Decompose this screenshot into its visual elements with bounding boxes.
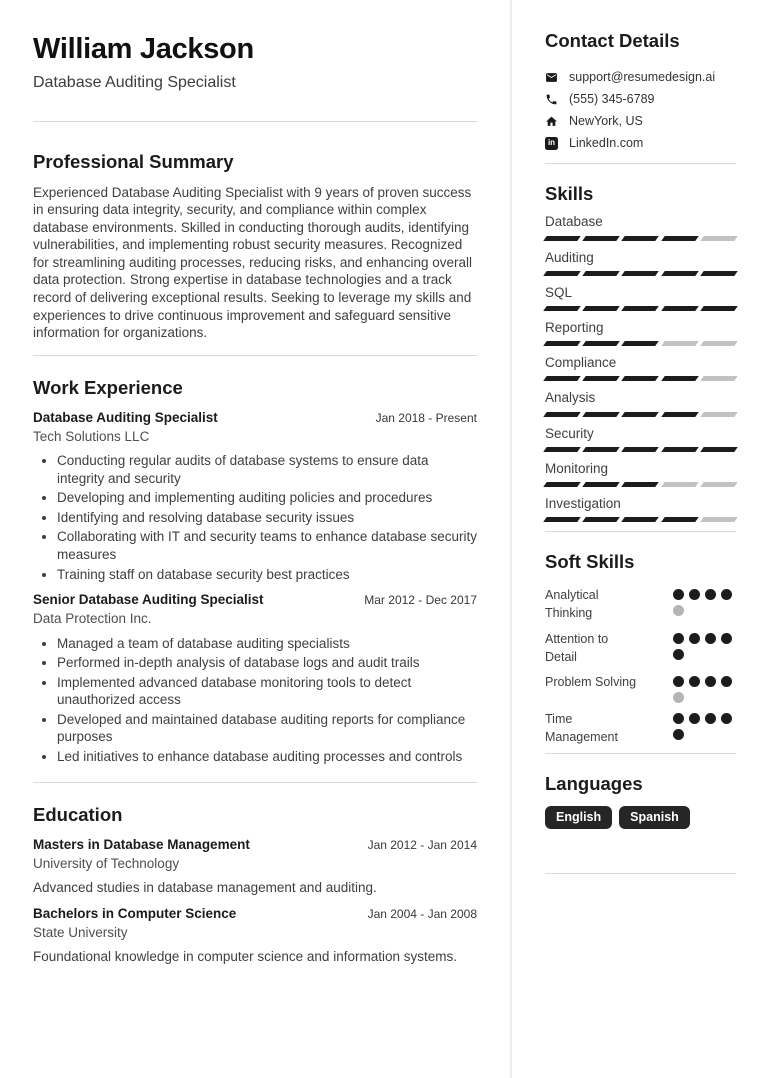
rating-dot (721, 676, 732, 687)
education-dates: Jan 2004 - Jan 2008 (367, 906, 477, 921)
section-heading-work-experience: Work Experience (33, 376, 183, 398)
contact-item[interactable] (545, 132, 736, 154)
soft-skill-item (545, 673, 736, 703)
skill-bar-segment (700, 341, 738, 346)
skill-item (545, 390, 736, 416)
divider (545, 873, 736, 874)
education-degree: Bachelors in Computer Science (33, 905, 237, 921)
skill-bar-segment (622, 376, 660, 381)
skill-bar-segment (700, 236, 738, 241)
sidebar-column (512, 0, 768, 1078)
rating-dot (673, 676, 684, 687)
rating-dot (673, 729, 684, 740)
language-badge: Spanish (619, 806, 690, 829)
job-header (33, 409, 477, 427)
soft-skill-name: Problem Solving (545, 674, 637, 689)
skill-level-bar (545, 271, 736, 276)
skill-bar-segment (700, 482, 738, 487)
skill-level-bar (545, 236, 736, 241)
skill-bar-segment (582, 341, 620, 346)
soft-skill-rating (673, 630, 736, 666)
job-company: Tech Solutions LLC (33, 429, 150, 445)
soft-skill-rating (673, 673, 736, 703)
job-dates: Mar 2012 - Dec 2017 (364, 593, 477, 608)
rating-dot (705, 713, 716, 724)
skill-bar-segment (700, 306, 738, 311)
skill-bar-segment (543, 341, 581, 346)
skill-bar-segment (582, 271, 620, 276)
rating-dot (673, 605, 684, 616)
home-icon (545, 115, 558, 128)
rating-dot (689, 713, 700, 724)
skill-bar-segment (582, 482, 620, 487)
skill-item (545, 496, 736, 522)
professional-summary-text: Experienced Database Auditing Specialist with 9 years of proven success in ensuring data integrity, security, and compliance within complex database environments. Skilled in conducting thorough audits, identifying vulnerabilities, and implementing robust security measures. Recognized for streamlining auditing processes, reducing risks, and enhancing overall data protection. Strong expertise in database technologies and a track record of delivering exceptional results. Seeking to leverage my skills and experiences to drive continuous improvement and safeguard sensitive information for organizations. (33, 184, 472, 341)
skill-name: Investigation (545, 495, 621, 511)
skill-item (545, 250, 736, 276)
skill-item (545, 214, 736, 240)
skill-bar-segment (661, 517, 699, 522)
skill-level-bar (545, 341, 736, 346)
job-company: Data Protection Inc. (33, 611, 152, 627)
skill-name: Monitoring (545, 460, 609, 476)
skill-name: Database (545, 214, 603, 230)
rating-dot (705, 633, 716, 644)
skill-level-bar (545, 376, 736, 381)
skill-list (545, 214, 736, 522)
divider (545, 163, 736, 164)
contact-text: support@resumedesign.ai (569, 70, 716, 85)
job-bullet: • Developing and implementing auditing policies and procedures (57, 489, 477, 507)
skill-item (545, 355, 736, 381)
rating-dot (689, 676, 700, 687)
skill-bar-segment (700, 447, 738, 452)
skill-name: SQL (545, 284, 573, 300)
job-entry (33, 591, 477, 765)
education-school: State University (33, 924, 128, 940)
divider (545, 531, 736, 532)
rating-dot (673, 649, 684, 660)
rating-dot (673, 633, 684, 644)
skill-bar-segment (622, 271, 660, 276)
divider (33, 121, 477, 122)
skill-bar-segment (661, 482, 699, 487)
language-badge: English (545, 806, 612, 829)
education-entry (33, 836, 477, 897)
skill-bar-segment (622, 236, 660, 241)
section-heading-skills: Skills (545, 183, 594, 205)
rating-dot (673, 692, 684, 703)
skill-bar-segment (622, 341, 660, 346)
job-bullet: • Collaborating with IT and security teams to enhance database security measures (57, 528, 477, 563)
section-heading-languages: Languages (545, 773, 643, 794)
skill-name: Analysis (545, 390, 596, 406)
skill-name: Auditing (545, 249, 594, 265)
skill-bar-segment (661, 271, 699, 276)
skill-bar-segment (543, 412, 581, 417)
contact-item[interactable] (545, 88, 736, 110)
skill-item (545, 426, 736, 452)
email-icon (545, 71, 558, 84)
skill-bar-segment (543, 517, 581, 522)
skill-bar-segment (661, 236, 699, 241)
education-description: Foundational knowledge in computer science and information systems. (33, 948, 457, 964)
rating-dot (705, 676, 716, 687)
job-bullets (33, 452, 477, 583)
skill-bar-segment (700, 271, 738, 276)
soft-skill-name: Attention to Detail (545, 631, 609, 664)
skill-name: Reporting (545, 319, 604, 335)
job-bullet: • Managed a team of database auditing specialists (57, 635, 477, 653)
contact-item[interactable] (545, 66, 736, 88)
job-header (33, 591, 477, 609)
contact-text: (555) 345-6789 (569, 92, 655, 107)
linkedin-icon: in (545, 137, 558, 150)
language-badges (545, 806, 736, 829)
job-bullets (33, 635, 477, 766)
skill-bar-segment (582, 236, 620, 241)
divider (33, 355, 477, 356)
skill-bar-segment (582, 412, 620, 417)
rating-dot (673, 713, 684, 724)
skill-bar-segment (700, 376, 738, 381)
skill-bar-segment (661, 341, 699, 346)
job-bullet: • Developed and maintained database auditing reports for compliance purposes (57, 711, 477, 746)
skill-bar-segment (622, 482, 660, 487)
soft-skill-item (545, 710, 736, 746)
section-heading-education: Education (33, 804, 123, 826)
soft-skill-item (545, 630, 736, 666)
skill-bar-segment (543, 271, 581, 276)
skill-level-bar (545, 482, 736, 487)
skill-bar-segment (622, 447, 660, 452)
job-entry (33, 409, 477, 583)
job-bullet: • Led initiatives to enhance database auditing processes and controls (57, 748, 477, 766)
skill-bar-segment (543, 376, 581, 381)
job-bullet: • Identifying and resolving database security issues (57, 509, 477, 527)
skill-bar-segment (661, 306, 699, 311)
education-list (33, 836, 477, 966)
job-title: Database Auditing Specialist (33, 409, 218, 425)
skill-bar-segment (661, 412, 699, 417)
skill-level-bar (545, 412, 736, 417)
job-list (33, 409, 477, 766)
skill-level-bar (545, 447, 736, 452)
education-header (33, 905, 477, 923)
phone-icon (545, 93, 558, 106)
job-bullet: • Implemented advanced database monitoring tools to detect unauthorized access (57, 674, 477, 709)
rating-dot (689, 589, 700, 600)
rating-dot (689, 633, 700, 644)
person-name: William Jackson (33, 33, 254, 65)
rating-dot (721, 589, 732, 600)
skill-item (545, 320, 736, 346)
soft-skill-rating (673, 586, 736, 622)
soft-skill-list (545, 586, 736, 746)
divider (33, 782, 477, 783)
contact-text: LinkedIn.com (569, 136, 644, 151)
section-heading-professional-summary: Professional Summary (33, 150, 234, 172)
job-title: Senior Database Auditing Specialist (33, 592, 264, 608)
soft-skill-rating (673, 710, 736, 746)
skill-bar-segment (700, 412, 738, 417)
skill-bar-segment (582, 447, 620, 452)
soft-skill-item (545, 586, 736, 622)
education-dates: Jan 2012 - Jan 2014 (367, 837, 477, 852)
skill-bar-segment (661, 376, 699, 381)
rating-dot (721, 713, 732, 724)
section-heading-soft-skills: Soft Skills (545, 551, 635, 573)
rating-dot (721, 633, 732, 644)
rating-dot (705, 589, 716, 600)
job-bullet: • Training staff on database security best practices (57, 566, 477, 584)
contact-text: NewYork, US (569, 114, 643, 129)
soft-skill-name: Analytical Thinking (545, 588, 599, 621)
skill-name: Security (545, 425, 594, 441)
skill-bar-segment (622, 517, 660, 522)
contact-list (545, 66, 736, 154)
skill-bar-segment (543, 447, 581, 452)
skill-name: Compliance (545, 355, 617, 371)
skill-item (545, 461, 736, 487)
skill-bar-segment (543, 306, 581, 311)
job-bullet: • Performed in-depth analysis of database logs and audit trails (57, 654, 477, 672)
skill-level-bar (545, 306, 736, 311)
skill-bar-segment (661, 447, 699, 452)
skill-bar-segment (622, 412, 660, 417)
skill-item (545, 285, 736, 311)
skill-bar-segment (582, 517, 620, 522)
education-description: Advanced studies in database management and auditing. (33, 879, 377, 895)
skill-level-bar (545, 517, 736, 522)
education-header (33, 836, 477, 854)
education-school: University of Technology (33, 855, 180, 871)
skill-bar-segment (582, 376, 620, 381)
person-job-title: Database Auditing Specialist (33, 74, 236, 92)
skill-bar-segment (622, 306, 660, 311)
soft-skill-name: Time Management (545, 711, 618, 744)
divider (545, 753, 736, 754)
skill-bar-segment (543, 236, 581, 241)
rating-dot (673, 589, 684, 600)
skill-bar-segment (582, 306, 620, 311)
section-heading-contact-details: Contact Details (545, 30, 680, 51)
skill-bar-segment (700, 517, 738, 522)
education-degree: Masters in Database Management (33, 836, 250, 852)
education-entry (33, 905, 477, 966)
contact-item[interactable] (545, 110, 736, 132)
skill-bar-segment (543, 482, 581, 487)
job-bullet: • Conducting regular audits of database systems to ensure data integrity and security (57, 452, 477, 487)
job-dates: Jan 2018 - Present (375, 410, 477, 425)
